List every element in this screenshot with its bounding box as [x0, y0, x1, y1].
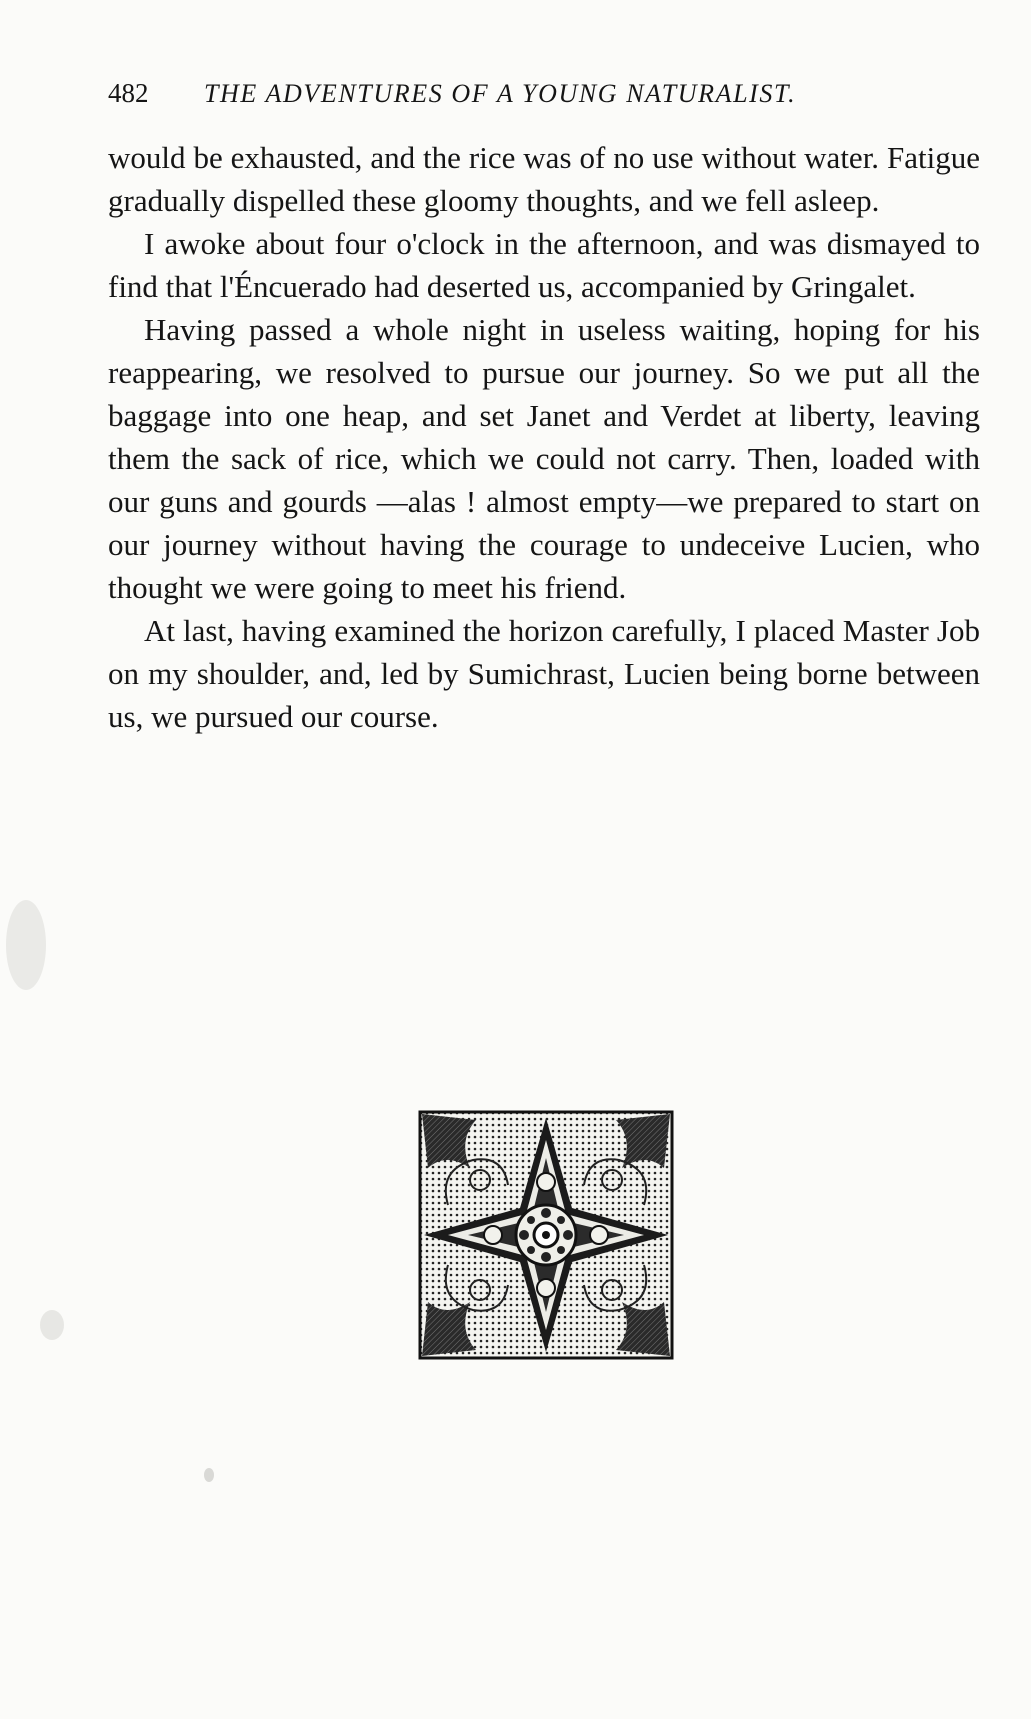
running-header	[108, 78, 988, 109]
body-text	[108, 136, 980, 738]
paragraph: Having passed a whole night in useless waiting, hoping for his reappearing, we resolved to pursue our journey. So we put all the baggage into one heap, and set Janet and Verdet at liberty, leaving them the sack of rice, which we could not carry. Then, loaded with our guns and gourds —alas ! almost empty—we prepared to start on our journey without having the courage to undeceive Lucien, who thought we were going to meet his friend.	[108, 312, 980, 605]
paper-speck	[6, 900, 46, 990]
paper-speck	[204, 1468, 214, 1482]
paragraph-continued: would be exhausted, and the rice was of no use without water. Fatigue gradually dispelled these gloomy thoughts, and we fell asleep.	[108, 140, 980, 218]
running-title: THE ADVENTURES OF A YOUNG NATURALIST.	[204, 79, 797, 108]
paper-speck	[40, 1310, 64, 1340]
page-number: 482	[108, 78, 149, 108]
paragraph: I awoke about four o'clock in the afternoon, and was dismayed to find that l'Éncuerado had deserted us, accompanied by Gringalet.	[108, 226, 980, 304]
paragraph: At last, having examined the horizon carefully, I placed Master Job on my shoulder, and, led by Sumichrast, Lucien being borne between us, we pursued our course.	[108, 613, 980, 734]
star-tailpiece-ornament-icon	[418, 1110, 674, 1360]
